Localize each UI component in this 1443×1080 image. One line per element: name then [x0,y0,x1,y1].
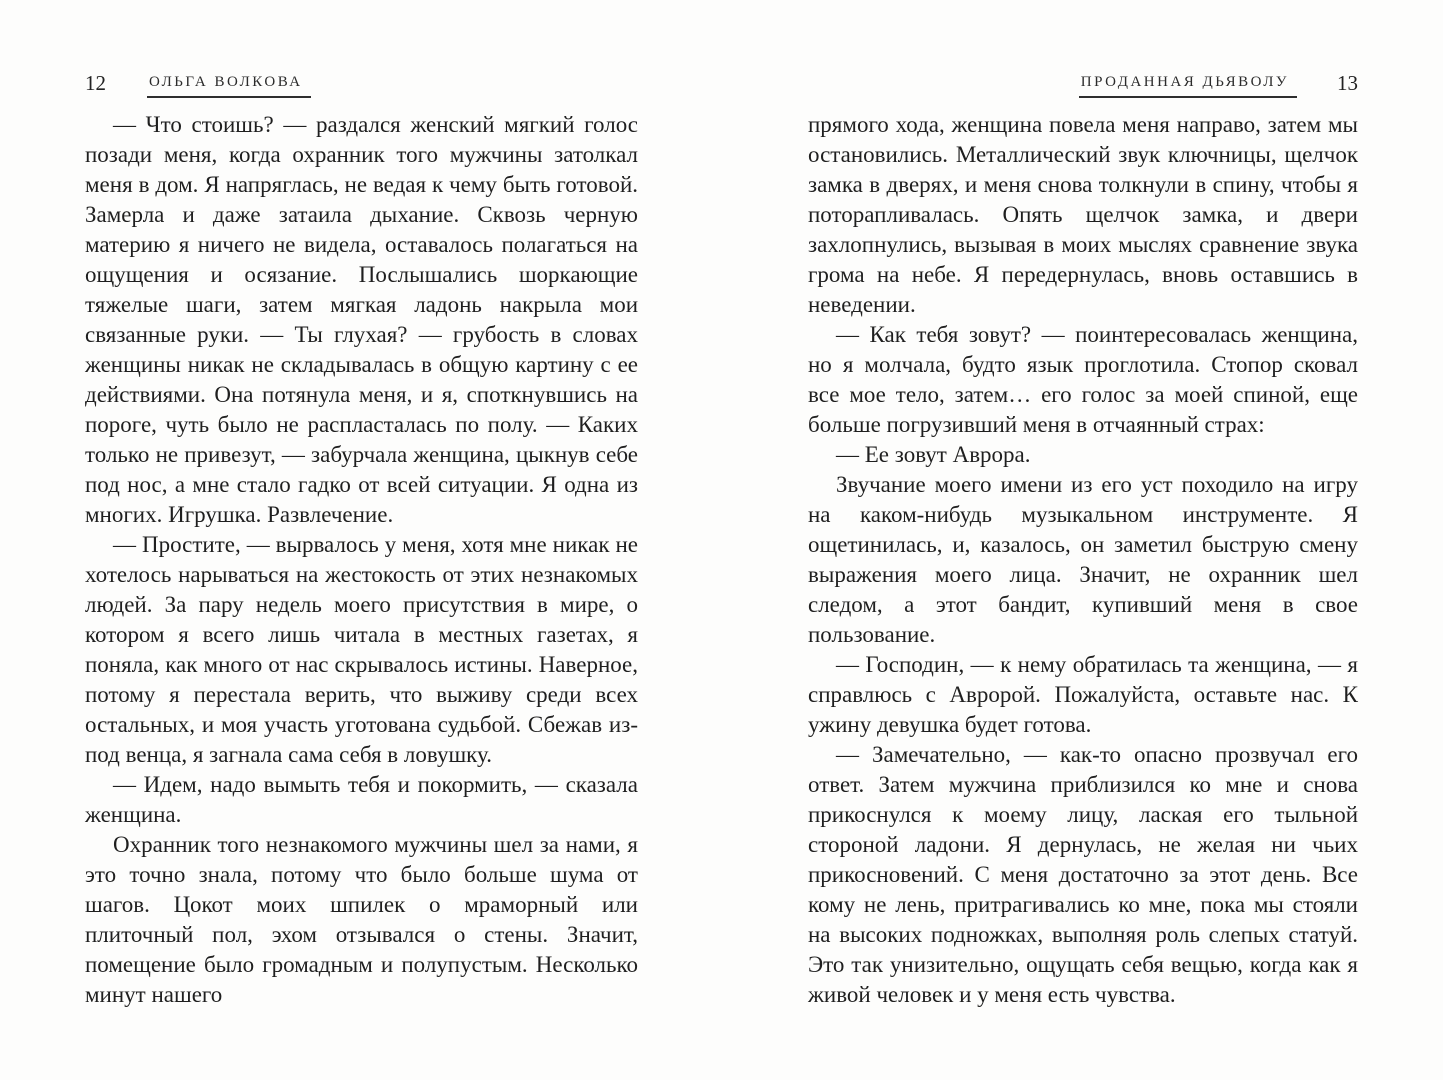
left-page-header [85,70,638,98]
left-page-text [85,110,638,1010]
paragraph: — Господин, — к нему обратилась та женщина, — я справлюсь с Авророй. Пожалуйста, оставьте нас. К ужину девушка будет готова. [808,652,1358,737]
paragraph: — Замечательно, — как-то опасно прозвучал его ответ. Затем мужчина приблизился ко мне и снова прикоснулся к моему лицу, лаская его тыльной стороной ладони. Я дернулась, не желая ни чьих прикосновений. С меня достаточно за этот день. Все кому не лень, притрагивались ко мне, пока мы стояли на высоких подножках, выполняя роль слепых статуй. Это так унизительно, ощущать себя вещью, когда как я живой человек и у меня есть чувства. [808,742,1358,1007]
right-page-number: 13 [1337,71,1358,95]
paragraph: — Что стоишь? — раздался женский мягкий голос позади меня, когда охранник того мужчины затолкал меня в дом. Я напряглась, не ведая к чему быть готовой. Замерла и даже затаила дыхание. Сквозь черную материю я ничего не видела, оставалось полагаться на ощущения и осязание. Послышались шоркающие тяжелые шаги, затем мягкая ладонь накрыла мои связанные руки. — Ты глухая? — грубость в словах женщины никак не складывалась в общую картину с ее действиями. Она потянула меня, и я, споткнувшись на пороге, чуть было не распласталась по полу. — Каких только не привезут, — забурчала женщина, цыкнув себе под нос, а мне стало гадко от всей ситуации. Я одна из многих. Игрушка. Развлечение. [85,112,638,527]
right-page [808,70,1358,1010]
left-running-head: ОЛЬГА ВОЛКОВА [147,74,311,98]
paragraph: — Простите, — вырвалось у меня, хотя мне никак не хотелось нарываться на жестокость от этих незнакомых людей. За пару недель моего присутствия в мире, о котором я всего лишь читала в местных газетах, я поняла, как много от нас скрывалось истины. Наверное, потому я перестала верить, что выживу среди всех остальных, и моя участь уготована судьбой. Сбежав из-под венца, я загнала сама себя в ловушку. [85,532,638,767]
paragraph: Звучание моего имени из его уст походило на игру на каком-нибудь музыкальном инструменте. Я ощетинилась, и, казалось, он заметил быструю смену выражения моего лица. Значит, не охранник шел следом, а этот бандит, купивший меня в свое пользование. [808,472,1358,647]
right-page-text [808,110,1358,1010]
paragraph: — Как тебя зовут? — поинтересовалась женщина, но я молчала, будто язык проглотила. Стопор сковал все мое тело, затем… его голос за моей спиной, еще больше погрузивший меня в отчаянный страх: [808,322,1358,437]
left-page-number: 12 [85,71,106,95]
paragraph: Охранник того незнакомого мужчины шел за нами, я это точно знала, потому что было больше шума от шагов. Цокот моих шпилек о мраморный или плиточный пол, эхом отзывался о стены. Значит, помещение было громадным и полупустым. Несколько минут нашего [85,832,638,1007]
right-running-head: ПРОДАННАЯ ДЬЯВОЛУ [1079,74,1297,98]
paragraph: — Ее зовут Аврора. [836,442,1031,467]
left-page [85,70,638,1010]
right-page-header [808,70,1358,98]
paragraph-continuation: прямого хода, женщина повела меня направо, затем мы остановились. Металлический звук ключницы, щелчок замка в дверях, и меня снова толкнули в спину, чтобы я поторапливалась. Опять щелчок замка, и двери захлопнулись, вызывая в моих мыслях сравнение звука грома на небе. Я передернулась, вновь оставшись в неведении. [808,112,1358,317]
paragraph: — Идем, надо вымыть тебя и покормить, — сказала женщина. [85,772,638,827]
